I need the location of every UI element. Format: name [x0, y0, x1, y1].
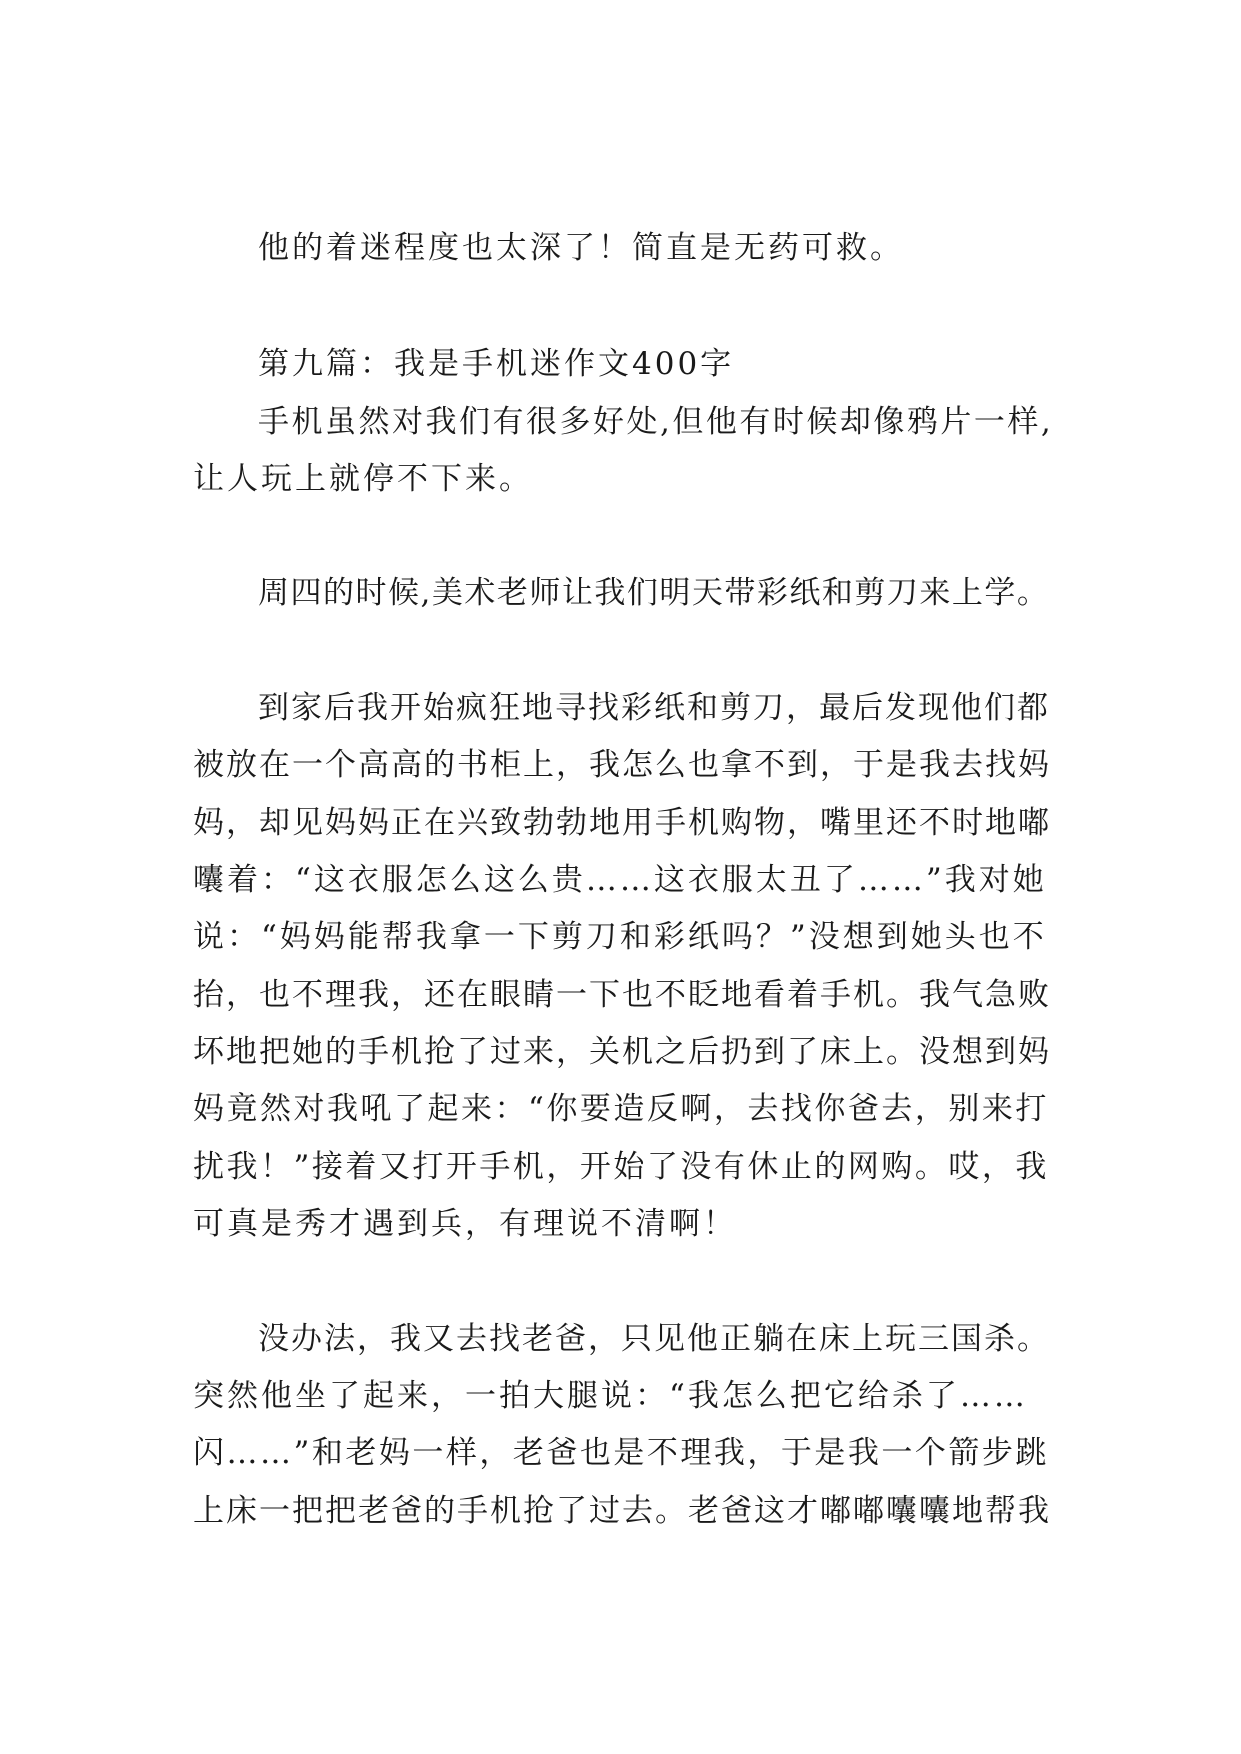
paragraph-line: 坏地把她的手机抢了过来，关机之后扔到了床上。没想到妈 [193, 1034, 1051, 1070]
paragraph-line: 手机虽然对我们有很多好处,但他有时候却像鸦片一样, [258, 404, 1054, 440]
section-heading: 第九篇：我是手机迷作文400字 [258, 346, 735, 382]
paragraph-line: 妈，却见妈妈正在兴致勃勃地用手机购物，嘴里还不时地嘟 [193, 805, 1051, 841]
paragraph-line: 突然他坐了起来，一拍大腿说：“我怎么把它给杀了…… [193, 1378, 1028, 1414]
paragraph-line: 他的着迷程度也太深了！简直是无药可救。 [258, 230, 904, 266]
paragraph-line: 上床一把把老爸的手机抢了过去。老爸这才嘟嘟囔囔地帮我 [193, 1493, 1051, 1529]
paragraph-line: 扰我！”接着又打开手机，开始了没有休止的网购。哎，我 [193, 1149, 1049, 1185]
paragraph-line: 说：“妈妈能帮我拿一下剪刀和彩纸吗？”没想到她头也不 [193, 919, 1047, 955]
paragraph-line: 被放在一个高高的书柜上，我怎么也拿不到，于是我去找妈 [193, 747, 1051, 783]
paragraph-line: 抬，也不理我，还在眼睛一下也不眨地看着手机。我气急败 [193, 977, 1051, 1013]
paragraph-line: 可真是秀才遇到兵，有理说不清啊！ [193, 1206, 737, 1242]
paragraph-line: 没办法，我又去找老爸，只见他正躺在床上玩三国杀。 [258, 1321, 1050, 1357]
paragraph-line: 让人玩上就停不下来。 [193, 461, 533, 497]
paragraph-line: 妈竟然对我吼了起来：“你要造反啊，去找你爸去，别来打 [193, 1091, 1049, 1127]
paragraph-line: 闪……”和老妈一样，老爸也是不理我，于是我一个箭步跳 [193, 1435, 1049, 1471]
paragraph-line: 囔着：“这衣服怎么这么贵……这衣服太丑了……”我对她 [193, 862, 1047, 898]
paragraph-line: 到家后我开始疯狂地寻找彩纸和剪刀，最后发现他们都 [258, 690, 1050, 726]
paragraph-line: 周四的时候,美术老师让我们明天带彩纸和剪刀来上学。 [258, 575, 1050, 611]
